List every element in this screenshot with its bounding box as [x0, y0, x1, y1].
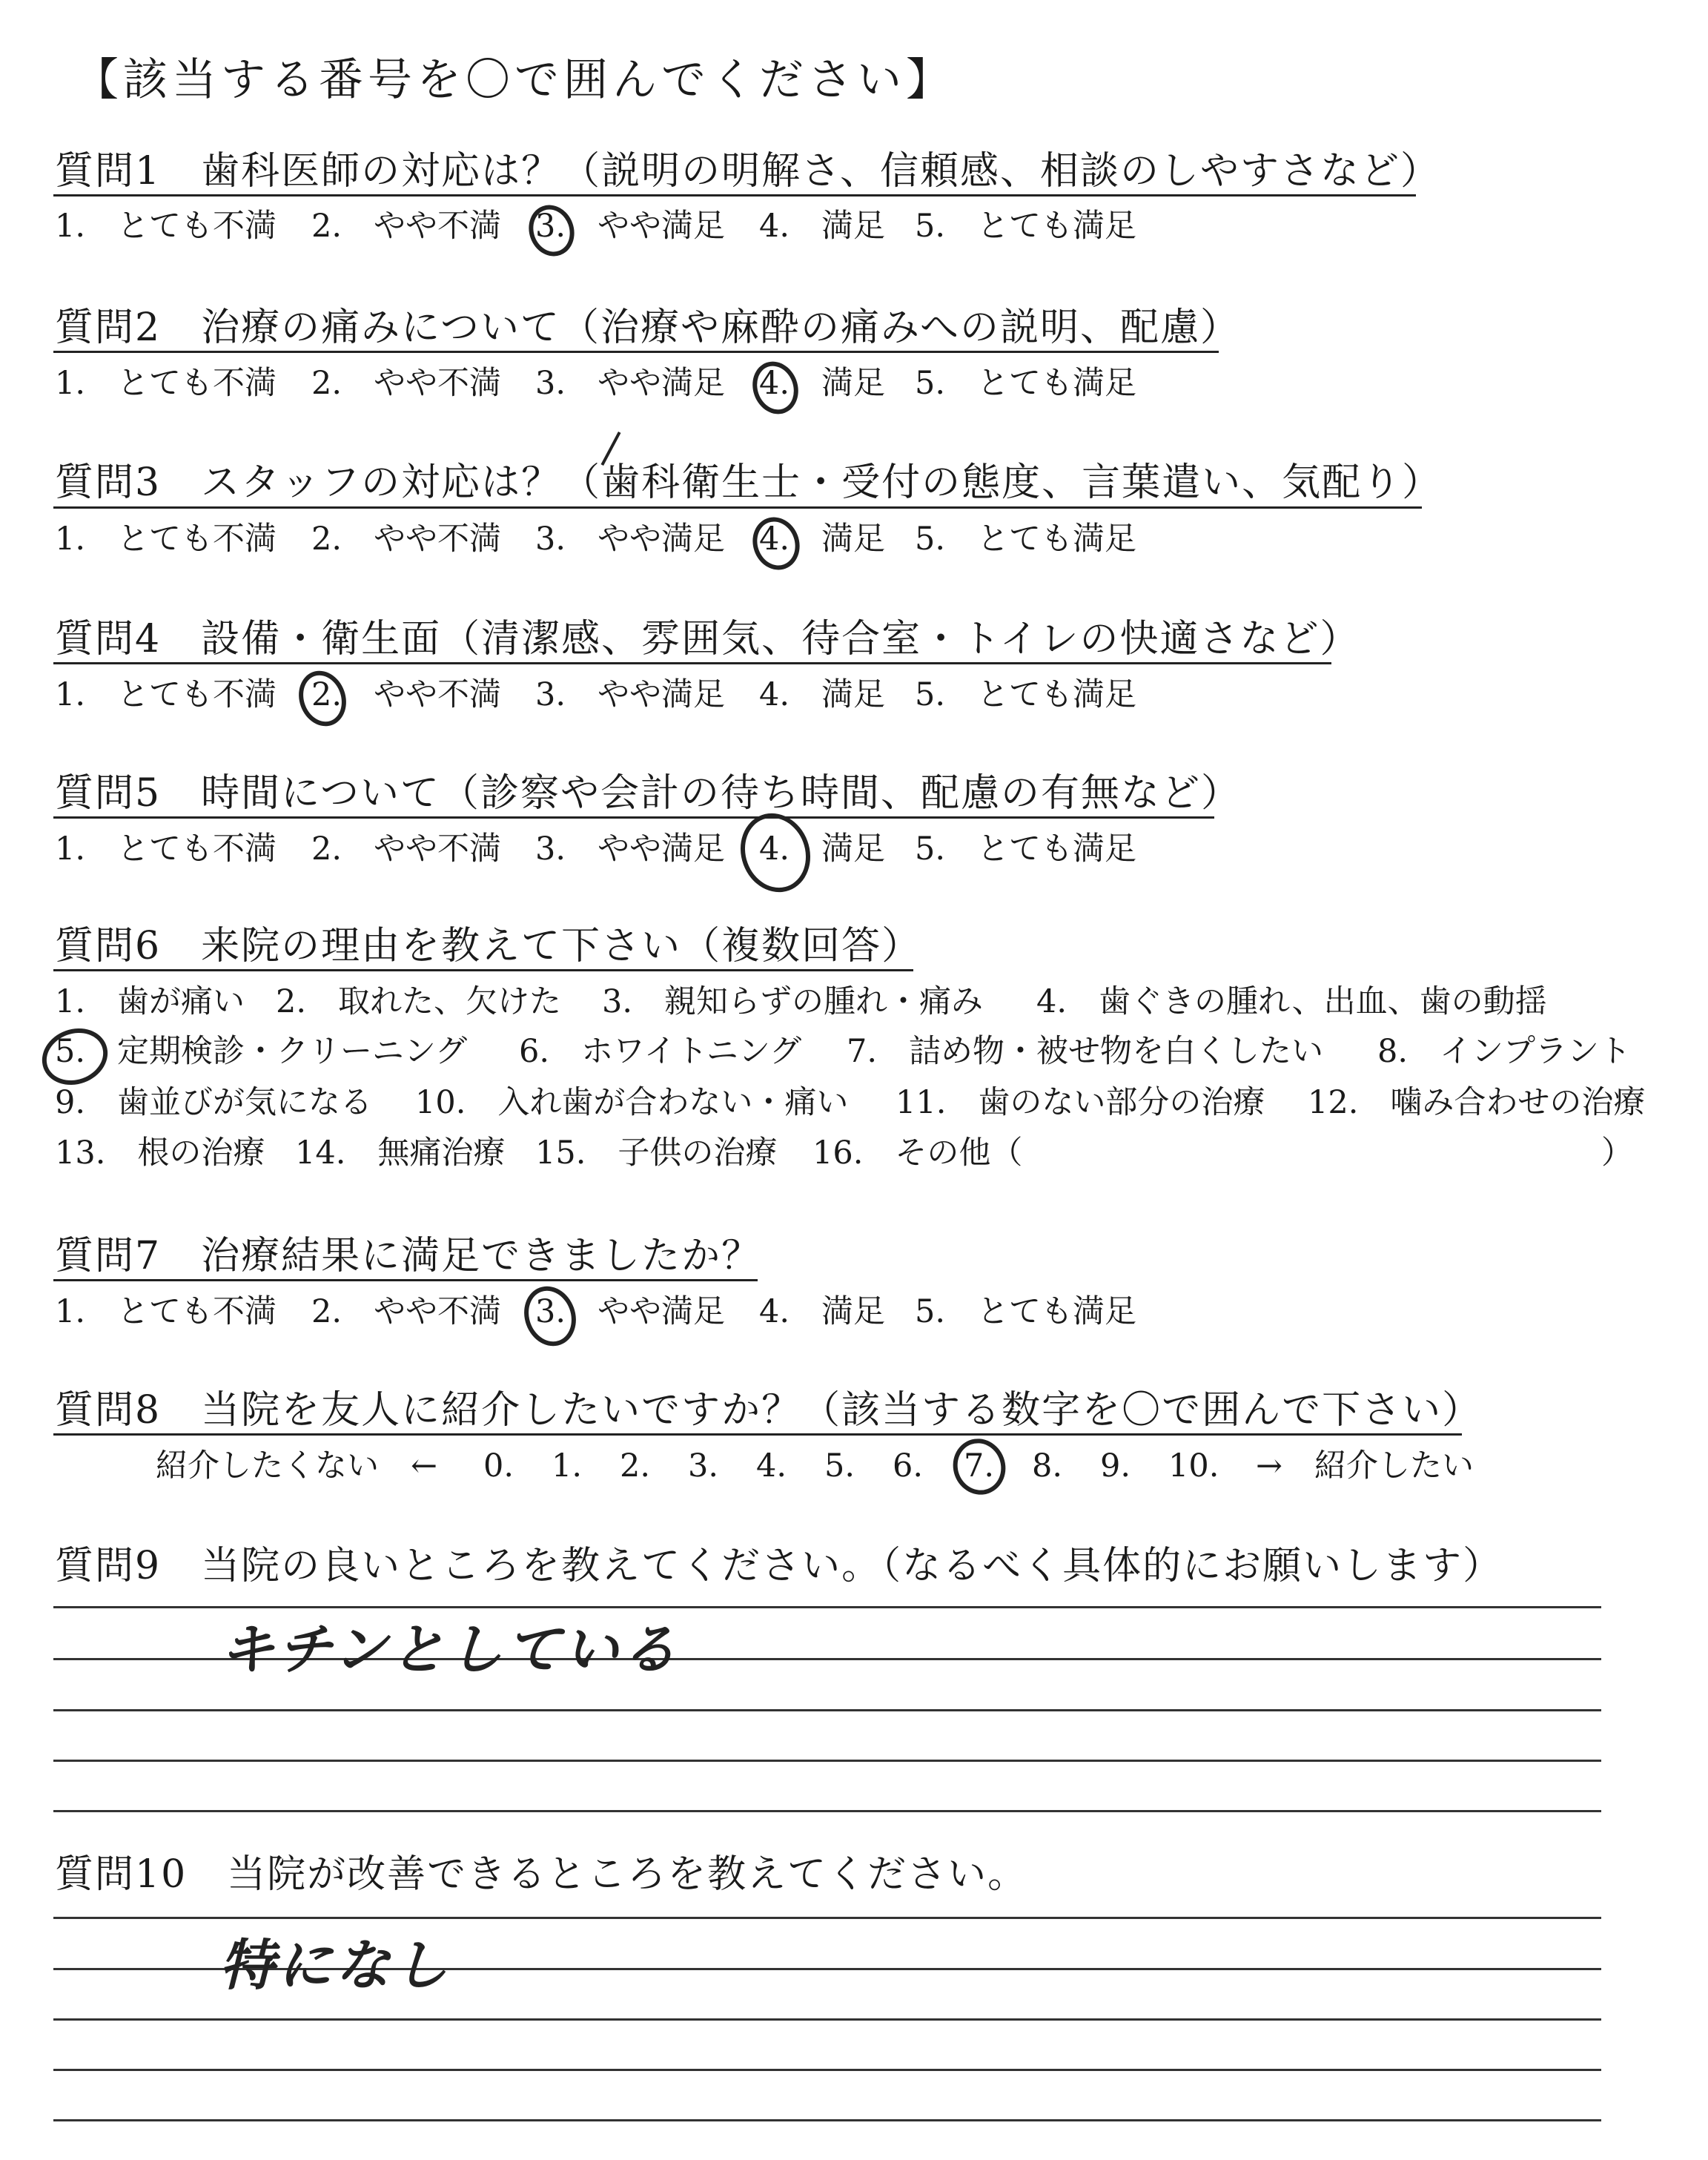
option-3[interactable]: 3. やや満足 — [535, 208, 726, 245]
option-3[interactable]: 3. やや満足 — [535, 365, 726, 402]
option-1[interactable]: 1. とても不満 — [55, 676, 277, 713]
scale-5[interactable]: 5. — [824, 1447, 855, 1484]
scale-7[interactable]: 7. — [964, 1447, 995, 1484]
question-5-underline — [53, 816, 1214, 819]
answer-line — [53, 2119, 1601, 2121]
answer-line — [53, 2069, 1601, 2071]
selection-circle-mark — [291, 664, 354, 733]
question-8-title: 質問8 当院を友人に紹介したいですか？（該当する数字を〇で囲んで下さい） — [55, 1388, 1483, 1433]
reason-3[interactable]: 3. 親知らずの腫れ・痛み — [602, 983, 984, 1020]
question-4-underline — [53, 662, 1331, 664]
option-1[interactable]: 1. とても不満 — [55, 1293, 277, 1330]
question-3-title: 質問3 スタッフの対応は？（歯科衛生士・受付の態度、言葉遣い、気配り） — [55, 460, 1443, 505]
other-close-paren: ） — [1601, 1135, 1633, 1172]
reason-11[interactable]: 11. 歯のない部分の治療 — [896, 1084, 1265, 1121]
scale-9[interactable]: 9. — [1100, 1447, 1131, 1484]
question-2-underline — [53, 351, 1219, 353]
selection-circle-mark — [34, 1020, 116, 1094]
scale-4[interactable]: 4. — [756, 1447, 787, 1484]
question-1-title: 質問1 歯科医師の対応は？（説明の明解さ、信頼感、相談のしやすさなど） — [55, 149, 1441, 194]
option-1[interactable]: 1. とても不満 — [55, 521, 277, 558]
option-2[interactable]: 2. やや不満 — [311, 365, 502, 402]
option-4[interactable]: 4. 満足 — [759, 208, 886, 245]
question-7-underline — [53, 1279, 758, 1281]
option-5[interactable]: 5. とても満足 — [915, 208, 1137, 245]
question-10-answer[interactable]: 特になし — [219, 1934, 451, 1998]
reason-15[interactable]: 15. 子供の治療 — [535, 1135, 778, 1172]
scale-6[interactable]: 6. — [893, 1447, 924, 1484]
option-1[interactable]: 1. とても不満 — [55, 830, 277, 868]
reason-4[interactable]: 4. 歯ぐきの腫れ、出血、歯の動揺 — [1036, 983, 1547, 1020]
reason-5[interactable]: 5. 定期検診・クリーニング — [55, 1033, 468, 1070]
answer-line — [53, 1810, 1601, 1812]
scale-2[interactable]: 2. — [620, 1447, 651, 1484]
question-1-underline — [53, 194, 1416, 196]
reason-14[interactable]: 14. 無痛治療 — [295, 1135, 506, 1172]
answer-line — [53, 1917, 1601, 1919]
option-4[interactable]: 4. 満足 — [759, 830, 886, 868]
reason-16[interactable]: 16. その他（ — [812, 1135, 1023, 1172]
question-8-underline — [53, 1433, 1462, 1436]
question-2-title: 質問2 治療の痛みについて（治療や麻酔の痛みへの説明、配慮） — [55, 305, 1241, 350]
option-3[interactable]: 3. やや満足 — [535, 676, 726, 713]
option-5[interactable]: 5. とても満足 — [915, 830, 1137, 868]
reason-10[interactable]: 10. 入れ歯が合わない・痛い — [415, 1084, 849, 1121]
question-10-title: 質問10 当院が改善できるところを教えてください。 — [55, 1852, 1028, 1897]
option-5[interactable]: 5. とても満足 — [915, 521, 1137, 558]
answer-line — [53, 1709, 1601, 1711]
question-6-underline — [53, 969, 913, 971]
question-9-title: 質問9 当院の良いところを教えてください。（なるべく具体的にお願いします） — [55, 1544, 1503, 1588]
option-3[interactable]: 3. やや満足 — [535, 1293, 726, 1330]
question-3-underline — [53, 506, 1422, 509]
question-4-title: 質問4 設備・衛生面（清潔感、雰囲気、待合室・トイレの快適さなど） — [55, 617, 1360, 661]
option-2[interactable]: 2. やや不満 — [311, 208, 502, 245]
reason-13[interactable]: 13. 根の治療 — [55, 1135, 265, 1172]
option-5[interactable]: 5. とても満足 — [915, 365, 1137, 402]
scale-left-label: 紹介したくない ← — [156, 1447, 438, 1484]
question-9-answer[interactable]: キチンとしている — [219, 1618, 680, 1682]
option-4[interactable]: 4. 満足 — [759, 1293, 886, 1330]
option-2[interactable]: 2. やや不満 — [311, 1293, 502, 1330]
scale-8[interactable]: 8. — [1032, 1447, 1063, 1484]
selection-circle-mark — [516, 1279, 584, 1353]
scale-0[interactable]: 0. — [483, 1447, 514, 1484]
option-4[interactable]: 4. 満足 — [759, 521, 886, 558]
reason-2[interactable]: 2. 取れた、欠けた — [276, 983, 562, 1020]
option-2[interactable]: 2. やや不満 — [311, 830, 502, 868]
reason-8[interactable]: 8. インプラント — [1377, 1033, 1632, 1070]
option-3[interactable]: 3. やや満足 — [535, 521, 726, 558]
question-7-title: 質問7 治療結果に満足できましたか？ — [55, 1234, 762, 1278]
scale-right-label: → 紹介したい — [1256, 1447, 1474, 1484]
answer-line — [53, 1760, 1601, 1762]
option-3[interactable]: 3. やや満足 — [535, 830, 726, 868]
option-1[interactable]: 1. とても不満 — [55, 365, 277, 402]
option-2[interactable]: 2. やや不満 — [311, 676, 502, 713]
question-5-title: 質問5 時間について（診察や会計の待ち時間、配慮の有無など） — [55, 771, 1242, 816]
scale-1[interactable]: 1. — [552, 1447, 583, 1484]
answer-line — [53, 2018, 1601, 2021]
question-6-title: 質問6 来院の理由を教えて下さい（複数回答） — [55, 924, 922, 968]
option-5[interactable]: 5. とても満足 — [915, 1293, 1137, 1330]
option-2[interactable]: 2. やや不満 — [311, 521, 502, 558]
reason-7[interactable]: 7. 詰め物・被せ物を白くしたい — [847, 1033, 1324, 1070]
option-4[interactable]: 4. 満足 — [759, 365, 886, 402]
scale-3[interactable]: 3. — [688, 1447, 719, 1484]
option-5[interactable]: 5. とても満足 — [915, 676, 1137, 713]
scale-10[interactable]: 10. — [1168, 1447, 1219, 1484]
option-4[interactable]: 4. 満足 — [759, 676, 886, 713]
selection-circle-mark — [945, 1431, 1013, 1502]
reason-6[interactable]: 6. ホワイトニング — [519, 1033, 802, 1070]
reason-12[interactable]: 12. 噛み合わせの治療 — [1308, 1084, 1646, 1121]
form-title: 【該当する番号を〇で囲んでください】 — [74, 54, 955, 106]
reason-9[interactable]: 9. 歯並びが気になる — [55, 1084, 373, 1121]
reason-1[interactable]: 1. 歯が痛い — [55, 983, 245, 1020]
option-1[interactable]: 1. とても不満 — [55, 208, 277, 245]
